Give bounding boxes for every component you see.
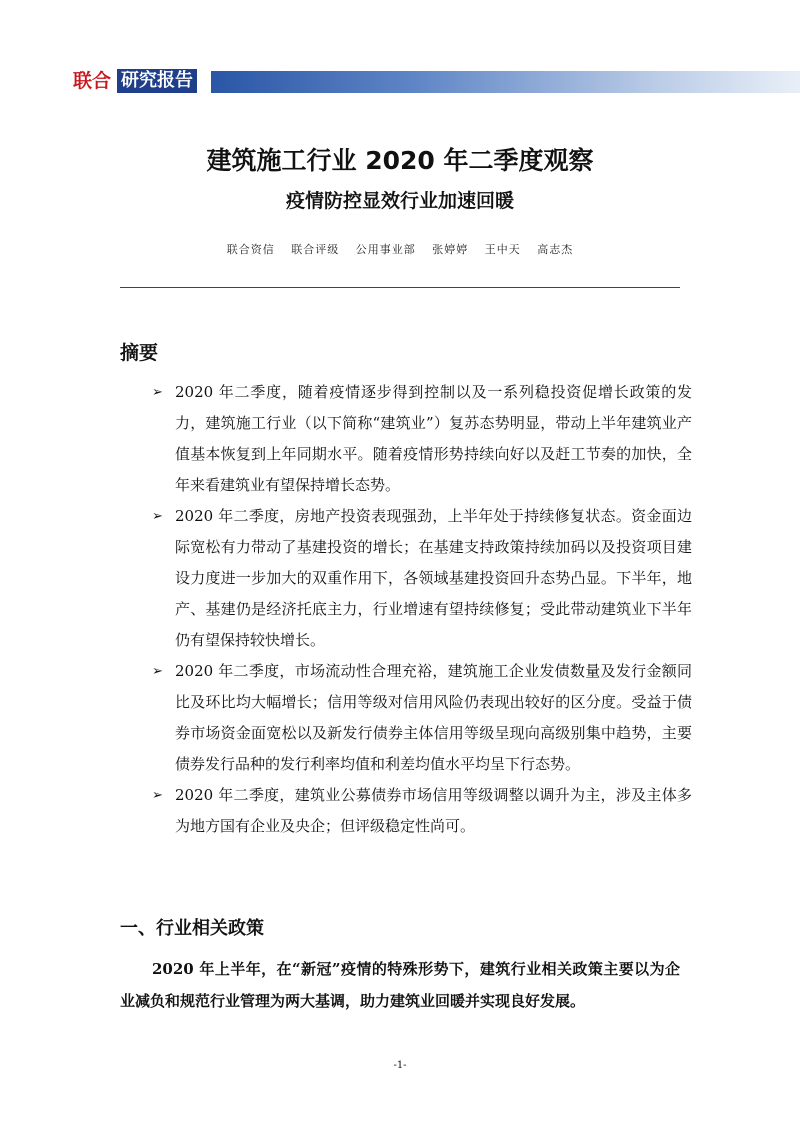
header-gradient-bar <box>211 71 800 93</box>
abstract-bullet-item <box>152 377 692 501</box>
arrow-bullet-icon: ➢ <box>152 788 163 803</box>
arrow-bullet-icon: ➢ <box>152 509 163 524</box>
page-number: -1- <box>393 1060 407 1071</box>
abstract-bullet-text: 2020 年二季度，随着疫情逐步得到控制以及一系列稳投资促增长政策的发力，建筑施工行业（以下简称“建筑业”）复苏态势明显，带动上半年建筑业产值基本恢复到上年同期水平。随着疫情形势持续向好以及赶工节奏的加快，全年来看建筑业有望保持增长态势。 <box>175 383 692 494</box>
author-item: 联合资信 <box>226 243 275 256</box>
author-item: 联合评级 <box>291 243 340 256</box>
report-header-banner <box>73 68 800 94</box>
abstract-bullet-item <box>152 780 692 842</box>
abstract-bullet-text: 2020 年二季度，建筑业公募债券市场信用等级调整以调升为主，涉及主体多为地方国有企业及央企；但评级稳定性尚可。 <box>175 786 692 835</box>
report-title: 建筑施工行业 2020 年二季度观察 <box>206 146 594 175</box>
abstract-bullet-text: 2020 年二季度，房地产投资表现强劲，上半年处于持续修复状态。资金面边际宽松有力带动了基建投资的增长；在基建支持政策持续加码以及投资项目建设力度进一步加大的双重作用下，各领域基建投资回升态势凸显。下半年，地产、基建仍是经济托底主力，行业增速有望持续修复；受此带动建筑业下半年仍有望保持较快增长。 <box>175 507 692 649</box>
brand-research-report-label: 研究报告 <box>117 69 197 93</box>
arrow-bullet-icon: ➢ <box>152 664 163 679</box>
abstract-bullet-list <box>152 377 692 842</box>
arrow-bullet-icon: ➢ <box>152 385 163 400</box>
author-list <box>0 241 800 257</box>
brand-name-lianhe: 联合 <box>73 70 112 92</box>
abstract-bullet-text: 2020 年二季度，市场流动性合理充裕，建筑施工企业发债数量及发行金额同比及环比均大幅增长；信用等级对信用风险仍表现出较好的区分度。受益于债券市场资金面宽松以及新发行债券主体信用等级呈现向高级别集中趋势，主要债券发行品种的发行利率均值和利差均值水平均呈下行态势。 <box>175 662 692 773</box>
author-item: 公用事业部 <box>355 243 416 256</box>
abstract-heading: 摘要 <box>120 342 159 364</box>
author-item: 高志杰 <box>537 243 574 256</box>
abstract-bullet-item <box>152 656 692 780</box>
author-item: 张婷婷 <box>432 243 469 256</box>
section-paragraph: 2020 年上半年，在“新冠”疫情的特殊形势下，建筑行业相关政策主要以为企业减负和规范行业管理为两大基调，助力建筑业回暖并实现良好发展。 <box>120 960 680 1010</box>
header-divider <box>120 287 680 288</box>
section-heading-industry-policy: 一、行业相关政策 <box>120 918 264 939</box>
report-subtitle: 疫情防控显效行业加速回暖 <box>285 190 514 212</box>
abstract-bullet-item <box>152 501 692 656</box>
author-item: 王中天 <box>484 243 521 256</box>
